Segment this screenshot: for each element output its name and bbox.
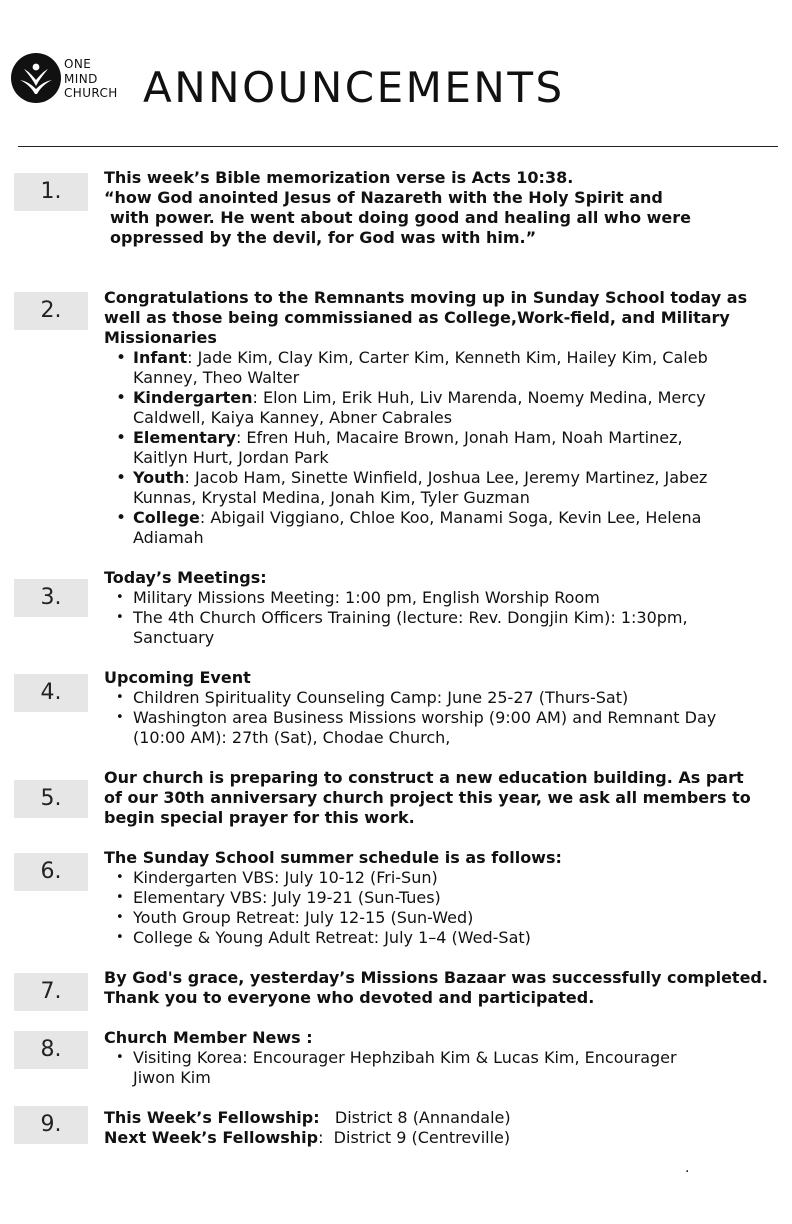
text-line: well as those being commissianed as College,Work-field, and Military [104, 308, 730, 327]
item-number: 7. [14, 973, 88, 1011]
group-title: Youth [133, 468, 185, 487]
list-item [104, 928, 784, 948]
list-item [104, 708, 784, 748]
list-item [104, 428, 784, 468]
bullet-text-cont: (10:00 AM): 27th (Sat), Chodae Church, [133, 728, 451, 747]
announcement-text [104, 568, 784, 648]
group-title: Elementary [133, 428, 236, 447]
item-number: 9. [14, 1106, 88, 1144]
logo-line: CHURCH [64, 86, 118, 100]
bullet-icon: • [116, 930, 124, 945]
text-line: This week’s Bible memorization verse is Acts 10:38. [104, 168, 574, 187]
announcement-text [104, 1108, 784, 1148]
bullet-text: The 4th Church Officers Training (lecture: Rev. Dongjin Kim): 1:30pm, [133, 608, 688, 627]
bullet-text-cont: Sanctuary [133, 628, 215, 647]
item-number: 6. [14, 853, 88, 891]
bullet-icon: • [116, 590, 124, 605]
fellowship-row [104, 1128, 784, 1148]
bullet-text-cont: Jiwon Kim [133, 1068, 211, 1087]
fellowship-label: This Week’s Fellowship: [104, 1108, 320, 1127]
item-number: 4. [14, 674, 88, 712]
item-number: 1. [14, 173, 88, 211]
list-item [104, 908, 784, 928]
bullet-icon: • [116, 1050, 124, 1065]
list-item [104, 388, 784, 428]
group-names-cont: Kaitlyn Hurt, Jordan Park [133, 448, 329, 467]
announcement-text [104, 288, 784, 548]
logo-line: MIND [64, 71, 98, 86]
bullet-icon: • [116, 870, 124, 885]
bullet-text: Kindergarten VBS: July 10-12 (Fri-Sun) [133, 868, 438, 887]
text-line: “how God anointed Jesus of Nazareth with the Holy Spirit and [104, 188, 663, 207]
bullet-icon: • [116, 508, 127, 528]
bullet-icon: • [116, 910, 124, 925]
bullet-text: Visiting Korea: Encourager Hephzibah Kim & Lucas Kim, Encourager [133, 1048, 677, 1067]
text-line: of our 30th anniversary church project this year, we ask all members to [104, 788, 751, 807]
announcement-text [104, 1028, 784, 1088]
text-line: Missionaries [104, 328, 217, 347]
group-names: : Efren Huh, Macaire Brown, Jonah Ham, Noah Martinez, [235, 428, 683, 447]
group-title: Infant [133, 348, 188, 367]
church-logo [11, 53, 121, 105]
bullet-icon: • [116, 348, 127, 368]
bullet-icon: • [116, 690, 124, 705]
list-item [104, 688, 784, 708]
bullet-text: College & Young Adult Retreat: July 1–4 (Wed-Sat) [133, 928, 531, 947]
list-item [104, 608, 784, 648]
group-names-cont: Kanney, Theo Walter [133, 368, 300, 387]
announcement-text [104, 168, 784, 248]
bullet-text: Youth Group Retreat: July 12-15 (Sun-Wed) [133, 908, 474, 927]
list-item [104, 1048, 784, 1088]
list-item [104, 348, 784, 388]
header-divider [18, 146, 778, 147]
text-line: Our church is preparing to construct a new education building. As part [104, 768, 744, 787]
bullet-text: Elementary VBS: July 19-21 (Sun-Tues) [133, 888, 441, 907]
fellowship-value: : District 9 (Centreville) [318, 1128, 511, 1147]
group-names: : Jacob Ham, Sinette Winfield, Joshua Lee, Jeremy Martinez, Jabez [184, 468, 708, 487]
group-title: Kindergarten [133, 388, 253, 407]
announcement-text [104, 968, 784, 1008]
stray-period: . [685, 1160, 690, 1176]
group-names-cont: Caldwell, Kaiya Kanney, Abner Cabrales [133, 408, 453, 427]
announcement-text [104, 668, 784, 748]
text-line: begin special prayer for this work. [104, 808, 415, 827]
text-line: with power. He went about doing good and healing all who were [110, 208, 691, 227]
text-line: oppressed by the devil, for God was with him.” [110, 228, 537, 247]
logo-line: ONE [64, 57, 92, 71]
bullet-text: Washington area Business Missions worship (9:00 AM) and Remnant Day [133, 708, 717, 727]
logo-emblem-icon [11, 53, 61, 103]
group-names-cont: Kunnas, Krystal Medina, Jonah Kim, Tyler Guzman [133, 488, 530, 507]
bullet-icon: • [116, 890, 124, 905]
bullet-icon: • [116, 710, 124, 725]
group-names: : Elon Lim, Erik Huh, Liv Marenda, Noemy Medina, Mercy [252, 388, 706, 407]
bullet-text: Military Missions Meeting: 1:00 pm, English Worship Room [133, 588, 600, 607]
item-number: 3. [14, 579, 88, 617]
item-number: 5. [14, 780, 88, 818]
text-line: By God's grace, yesterday’s Missions Bazaar was successfully completed. [104, 968, 768, 987]
group-title: College [133, 508, 200, 527]
bullet-text: Children Spirituality Counseling Camp: June 25-27 (Thurs-Sat) [133, 688, 629, 707]
fellowship-row [104, 1108, 784, 1128]
bullet-icon: • [116, 610, 124, 625]
announcement-text [104, 848, 784, 948]
group-names: : Jade Kim, Clay Kim, Carter Kim, Kenneth Kim, Hailey Kim, Caleb [187, 348, 708, 367]
group-names-cont: Adiamah [133, 528, 204, 547]
item-heading: Church Member News : [104, 1028, 313, 1047]
announcement-text [104, 768, 784, 828]
text-line: Congratulations to the Remnants moving up in Sunday School today as [104, 288, 748, 307]
page-title: ANNOUNCEMENTS [143, 63, 565, 112]
bullet-icon: • [116, 468, 127, 488]
list-item [104, 468, 784, 508]
group-names: : Abigail Viggiano, Chloe Koo, Manami Soga, Kevin Lee, Helena [199, 508, 702, 527]
item-number: 8. [14, 1031, 88, 1069]
fellowship-value: District 8 (Annandale) [319, 1108, 511, 1127]
item-heading: The Sunday School summer schedule is as follows: [104, 848, 562, 867]
list-item [104, 508, 784, 548]
bullet-icon: • [116, 428, 127, 448]
logo-wordmark [64, 57, 118, 101]
item-heading: Today’s Meetings: [104, 568, 267, 587]
item-number: 2. [14, 292, 88, 330]
list-item [104, 588, 784, 608]
list-item [104, 868, 784, 888]
list-item [104, 888, 784, 908]
text-line: Thank you to everyone who devoted and participated. [104, 988, 595, 1007]
item-heading: Upcoming Event [104, 668, 251, 687]
bullet-icon: • [116, 388, 127, 408]
fellowship-label: Next Week’s Fellowship [104, 1128, 319, 1147]
